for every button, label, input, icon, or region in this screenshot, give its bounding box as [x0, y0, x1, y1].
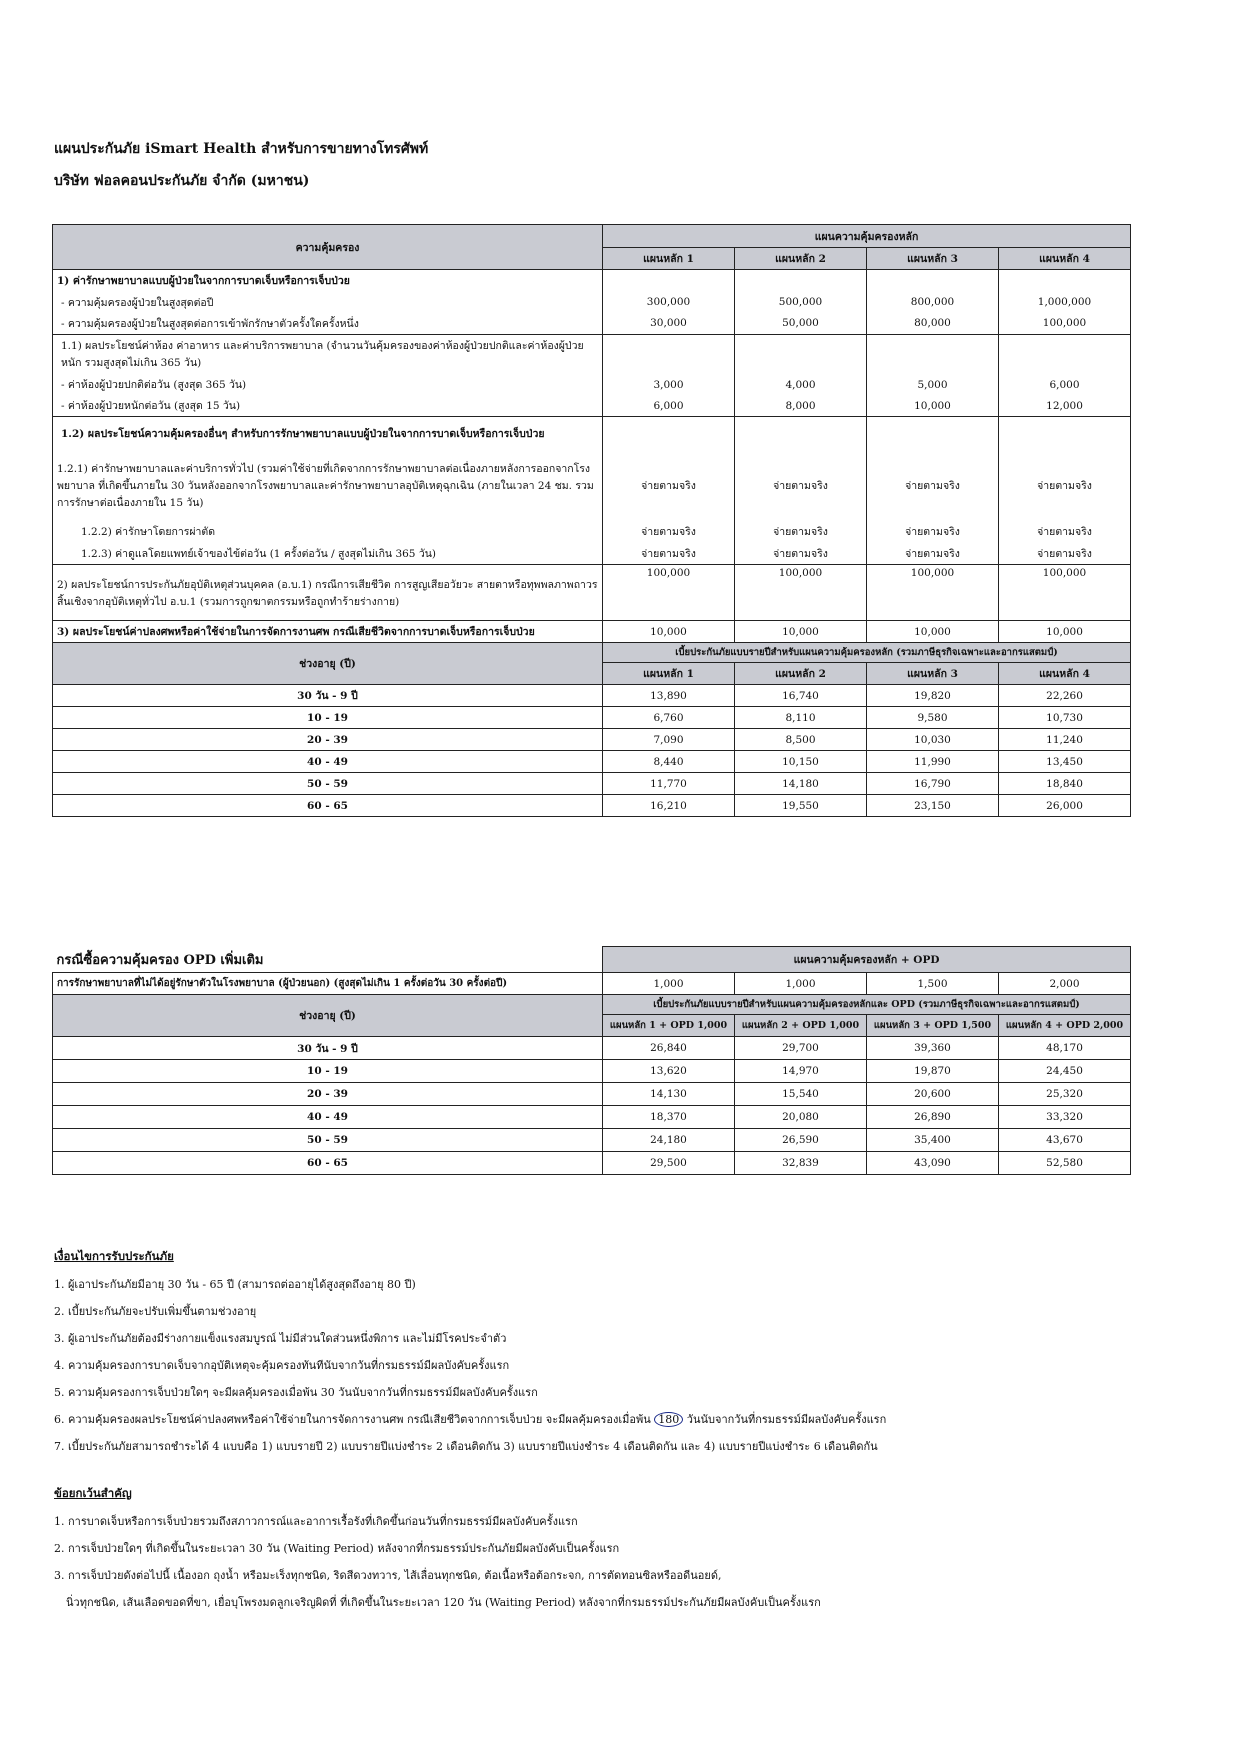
plan-header: แผนหลัก 3 — [867, 248, 999, 270]
coverage-value: 6,000 — [999, 374, 1131, 395]
premium-value: 43,090 — [867, 1152, 999, 1175]
premium-value: 8,500 — [735, 729, 867, 751]
plan-header: แผนหลัก 3 + OPD 1,500 — [867, 1015, 999, 1037]
coverage-label: 1) ค่ารักษาพยาบาลแบบผู้ป่วยในจากการบาดเจ็บหรือการเจ็บป่วย — [53, 270, 603, 292]
premium-value: 15,540 — [735, 1083, 867, 1106]
coverage-value: 5,000 — [867, 374, 999, 395]
coverage-value: 10,000 — [867, 621, 999, 643]
premium-value: 19,550 — [735, 795, 867, 817]
exclusions-section — [54, 1485, 821, 1620]
premium-value: 16,740 — [735, 685, 867, 707]
plan-header: แผนหลัก 4 + OPD 2,000 — [999, 1015, 1131, 1037]
conditions-section — [54, 1248, 886, 1464]
exclusion-item: 3. การเจ็บป่วยดังต่อไปนี้ เนื้องอก ถุงน้ำ หรือมะเร็งทุกชนิด, ริดสีดวงทวาร, ไส้เลื่อนทุกชนิด, ต้อเนื้อหรือต้อกระจก, การตัดทอนซิลหรืออดีนอยด์, — [54, 1569, 722, 1582]
coverage-value: จ่ายตามจริง — [999, 543, 1131, 565]
table-row — [53, 1060, 1131, 1083]
conditions-title: เงื่อนไขการรับประกันภัย — [54, 1249, 174, 1263]
premium-value: 8,110 — [735, 707, 867, 729]
premium-value: 9,580 — [867, 707, 999, 729]
premium-value: 26,840 — [603, 1037, 735, 1060]
premium-value: 18,370 — [603, 1106, 735, 1129]
plan-header: แผนหลัก 3 — [867, 663, 999, 685]
age-range: 40 - 49 — [53, 1106, 603, 1129]
coverage-value: 100,000 — [735, 565, 867, 621]
premium-value: 13,890 — [603, 685, 735, 707]
condition-item: 4. ความคุ้มครองการบาดเจ็บจากอุบัติเหตุจะคุ้มครองทันทีนับจากวันที่กรมธรรม์มีผลบังคับครั้งแรก — [54, 1359, 510, 1372]
premium-value: 26,000 — [999, 795, 1131, 817]
premium-value: 11,770 — [603, 773, 735, 795]
premium-value: 14,180 — [735, 773, 867, 795]
premium-value: 11,240 — [999, 729, 1131, 751]
age-range: 20 - 39 — [53, 1083, 603, 1106]
premium-value: 48,170 — [999, 1037, 1131, 1060]
coverage-value: จ่ายตามจริง — [867, 521, 999, 543]
coverage-value: 10,000 — [603, 621, 735, 643]
coverage-label: - ความคุ้มครองผู้ป่วยในสูงสุดต่อการเข้าพักรักษาตัวครั้งใดครั้งหนึ่ง — [53, 313, 603, 335]
premium-value: 14,970 — [735, 1060, 867, 1083]
exclusion-item: นิ่วทุกชนิด, เส้นเลือดขอดที่ขา, เยื่อบุโพรงมดลูกเจริญผิดที่ ที่เกิดขึ้นในระยะเวลา 120 วัน (Waiting Period) หลังจากที่กรมธรรม์ประกันภัยมีผลบังคับเป็นครั้งแรก — [66, 1596, 821, 1609]
plan-header: แผนหลัก 2 + OPD 1,000 — [735, 1015, 867, 1037]
condition-item: 3. ผู้เอาประกันภัยต้องมีร่างกายแข็งแรงสมบูรณ์ ไม่มีส่วนใดส่วนหนึ่งพิการ และไม่มีโรคประจำตัว — [54, 1332, 507, 1345]
premium-value: 16,210 — [603, 795, 735, 817]
premium-value: 22,260 — [999, 685, 1131, 707]
age-range: 10 - 19 — [53, 1060, 603, 1083]
coverage-value: จ่ายตามจริง — [603, 543, 735, 565]
exclusions-title: ข้อยกเว้นสำคัญ — [54, 1486, 132, 1500]
coverage-header: ความคุ้มครอง — [53, 225, 603, 270]
coverage-table — [52, 224, 1131, 817]
condition-text: 6. ความคุ้มครองผลประโยชน์ค่าปลงศพหรือค่าใช้จ่ายในการจัดการงานศพ กรณีเสียชีวิตจากการเจ็บป่วย จะมีผลคุ้มครองเมื่อพ้น — [54, 1413, 651, 1426]
coverage-value: จ่ายตามจริง — [735, 521, 867, 543]
premium-value: 10,150 — [735, 751, 867, 773]
premium-value: 39,360 — [867, 1037, 999, 1060]
coverage-label: 1.1) ผลประโยชน์ค่าห้อง ค่าอาหาร และค่าบริการพยาบาล (จำนวนวันคุ้มครองของค่าห้องผู้ป่วยปกติและค่าห้องผู้ป่วยหนัก รวมสูงสุดไม่เกิน 365 วัน) — [53, 334, 603, 374]
age-range-header: ช่วงอายุ (ปี) — [53, 643, 603, 685]
plan-header: แผนหลัก 2 — [735, 248, 867, 270]
opd-label: การรักษาพยาบาลที่ไม่ได้อยู่รักษาตัวในโรงพยาบาล (ผู้ป่วยนอก) (สูงสุดไม่เกิน 1 ครั้งต่อวัน 30 ครั้งต่อปี) — [53, 973, 603, 995]
age-range: 60 - 65 — [53, 795, 603, 817]
coverage-label: - ค่าห้องผู้ป่วยปกติต่อวัน (สูงสุด 365 วัน) — [53, 374, 603, 395]
opd-value: 2,000 — [999, 973, 1131, 995]
opd-section-title: กรณีซื้อความคุ้มครอง OPD เพิ่มเติม — [53, 947, 603, 973]
premium-value: 24,180 — [603, 1129, 735, 1152]
opd-plans-header: แผนความคุ้มครองหลัก + OPD — [603, 947, 1131, 973]
coverage-value: 100,000 — [867, 565, 999, 621]
premium-value: 13,450 — [999, 751, 1131, 773]
age-range: 30 วัน - 9 ปี — [53, 685, 603, 707]
premium-value: 7,090 — [603, 729, 735, 751]
premium-value: 8,440 — [603, 751, 735, 773]
coverage-label: - ค่าห้องผู้ป่วยหนักต่อวัน (สูงสุด 15 วัน) — [53, 395, 603, 417]
coverage-value: จ่ายตามจริง — [999, 521, 1131, 543]
coverage-label: 3) ผลประโยชน์ค่าปลงศพหรือค่าใช้จ่ายในการจัดการงานศพ กรณีเสียชีวิตจากการบาดเจ็บหรือการเจ็บป่วย — [53, 621, 603, 643]
premium-value: 29,700 — [735, 1037, 867, 1060]
plan-header: แผนหลัก 1 — [603, 663, 735, 685]
condition-item: 1. ผู้เอาประกันภัยมีอายุ 30 วัน - 65 ปี (สามารถต่ออายุได้สูงสุดถึงอายุ 80 ปี) — [54, 1278, 416, 1291]
premium-value: 52,580 — [999, 1152, 1131, 1175]
age-range: 10 - 19 — [53, 707, 603, 729]
premium-value: 18,840 — [999, 773, 1131, 795]
coverage-value: 30,000 — [603, 313, 735, 335]
plan-header: แผนหลัก 1 — [603, 248, 735, 270]
coverage-value: 1,000,000 — [999, 292, 1131, 313]
table-row — [53, 751, 1131, 773]
coverage-label: 1.2) ผลประโยชน์ความคุ้มครองอื่นๆ สำหรับการรักษาพยาบาลแบบผู้ป่วยในจากการบาดเจ็บหรือการเจ็บป่วย — [53, 417, 603, 451]
table-row — [53, 1083, 1131, 1106]
table-row — [53, 1129, 1131, 1152]
exclusion-item: 1. การบาดเจ็บหรือการเจ็บป่วยรวมถึงสภาวการณ์และอาการเรื้อรังที่เกิดขึ้นก่อนวันที่กรมธรรม์มีผลบังคับครั้งแรก — [54, 1515, 578, 1528]
company-name: บริษัท ฟอลคอนประกันภัย จำกัด (มหาชน) — [54, 173, 310, 189]
premium-value: 35,400 — [867, 1129, 999, 1152]
premium-value: 25,320 — [999, 1083, 1131, 1106]
premium-value: 19,820 — [867, 685, 999, 707]
coverage-value: 10,000 — [867, 395, 999, 417]
premium-value: 16,790 — [867, 773, 999, 795]
coverage-value: 10,000 — [735, 621, 867, 643]
condition-item — [54, 1410, 886, 1428]
coverage-value: 80,000 — [867, 313, 999, 335]
coverage-value: 800,000 — [867, 292, 999, 313]
coverage-value: 500,000 — [735, 292, 867, 313]
condition-text: วันนับจากวันที่กรมธรรม์มีผลบังคับครั้งแรก — [686, 1413, 887, 1426]
premium-value: 26,590 — [735, 1129, 867, 1152]
premium-value: 13,620 — [603, 1060, 735, 1083]
plan-header: แผนหลัก 4 — [999, 663, 1131, 685]
coverage-value: จ่ายตามจริง — [867, 543, 999, 565]
coverage-value: จ่ายตามจริง — [603, 521, 735, 543]
opd-value: 1,500 — [867, 973, 999, 995]
premium-value: 33,320 — [999, 1106, 1131, 1129]
coverage-value: 100,000 — [999, 313, 1131, 335]
coverage-value: 300,000 — [603, 292, 735, 313]
premium-header: เบี้ยประกันภัยแบบรายปีสำหรับแผนความคุ้มครองหลัก (รวมภาษีธุรกิจเฉพาะและอากรแสตมป์) — [603, 643, 1131, 663]
condition-item: 7. เบี้ยประกันภัยสามารถชำระได้ 4 แบบคือ 1) แบบรายปี 2) แบบรายปีแบ่งชำระ 2 เดือนติดกัน 3) แบบรายปีแบ่งชำระ 4 เดือนติดกัน และ 4) แบบรายปีแบ่งชำระ 6 เดือนติดกัน — [54, 1440, 878, 1453]
age-range: 50 - 59 — [53, 1129, 603, 1152]
coverage-value: จ่ายตามจริง — [999, 451, 1131, 521]
coverage-value: 3,000 — [603, 374, 735, 395]
plan-header: แผนหลัก 2 — [735, 663, 867, 685]
table-row — [53, 707, 1131, 729]
premium-value: 26,890 — [867, 1106, 999, 1129]
coverage-value: 100,000 — [999, 565, 1131, 621]
coverage-label: 1.2.1) ค่ารักษาพยาบาลและค่าบริการทั่วไป (รวมค่าใช้จ่ายที่เกิดจากการรักษาพยาบาลต่อเนื่องภายหลังการออกจากโรงพยาบาล ที่เกิดขึ้นภายใน 30 วันหลังออกจากโรงพยาบาลและค่ารักษาพยาบาลอุบัติเหตุฉุกเฉิน (ภายในเวลา 24 ชม. รวมการรักษาต่อเนื่องภายใน 15 วัน) — [53, 451, 603, 521]
table-row — [53, 1037, 1131, 1060]
premium-value: 32,839 — [735, 1152, 867, 1175]
premium-header: เบี้ยประกันภัยแบบรายปีสำหรับแผนความคุ้มครองหลักและ OPD (รวมภาษีธุรกิจเฉพาะและอากรแสตมป์) — [603, 995, 1131, 1015]
premium-value: 14,130 — [603, 1083, 735, 1106]
age-range: 50 - 59 — [53, 773, 603, 795]
opd-value: 1,000 — [603, 973, 735, 995]
coverage-value: 6,000 — [603, 395, 735, 417]
coverage-value: 12,000 — [999, 395, 1131, 417]
table-row — [53, 795, 1131, 817]
coverage-value: 100,000 — [603, 565, 735, 621]
table-row — [53, 1152, 1131, 1175]
coverage-label: 1.2.3) ค่าดูแลโดยแพทย์เจ้าของไข้ต่อวัน (1 ครั้งต่อวัน / สูงสุดไม่เกิน 365 วัน) — [53, 543, 603, 565]
table-row — [53, 773, 1131, 795]
plan-header: แผนหลัก 1 + OPD 1,000 — [603, 1015, 735, 1037]
age-range: 30 วัน - 9 ปี — [53, 1037, 603, 1060]
coverage-value: 50,000 — [735, 313, 867, 335]
premium-value: 29,500 — [603, 1152, 735, 1175]
premium-value: 11,990 — [867, 751, 999, 773]
circled-number: 180 — [654, 1412, 683, 1427]
coverage-value: 4,000 — [735, 374, 867, 395]
document-title: แผนประกันภัย iSmart Health สำหรับการขายทางโทรศัพท์ — [54, 141, 429, 157]
age-range: 40 - 49 — [53, 751, 603, 773]
premium-value: 6,760 — [603, 707, 735, 729]
age-range: 20 - 39 — [53, 729, 603, 751]
coverage-label: 2) ผลประโยชน์การประกันภัยอุบัติเหตุส่วนบุคคล (อ.บ.1) กรณีการเสียชีวิต การสูญเสียอวัยวะ สายตาหรือทุพพลภาพถาวรสิ้นเชิงจากอุบัติเหตุทั่วไป อ.บ.1 (รวมการถูกฆาตกรรมหรือถูกทำร้ายร่างกาย) — [53, 565, 603, 621]
premium-value: 20,080 — [735, 1106, 867, 1129]
premium-value: 20,600 — [867, 1083, 999, 1106]
coverage-value: จ่ายตามจริง — [735, 451, 867, 521]
main-plans-header: แผนความคุ้มครองหลัก — [603, 225, 1131, 248]
coverage-value: จ่ายตามจริง — [603, 451, 735, 521]
table-row — [53, 1106, 1131, 1129]
coverage-value: 8,000 — [735, 395, 867, 417]
premium-value: 10,030 — [867, 729, 999, 751]
premium-value: 23,150 — [867, 795, 999, 817]
exclusion-item: 2. การเจ็บป่วยใดๆ ที่เกิดขึ้นในระยะเวลา 30 วัน (Waiting Period) หลังจากที่กรมธรรม์ประกันภัยมีผลบังคับเป็นครั้งแรก — [54, 1542, 620, 1555]
coverage-label: - ความคุ้มครองผู้ป่วยในสูงสุดต่อปี — [53, 292, 603, 313]
premium-value: 19,870 — [867, 1060, 999, 1083]
coverage-value: จ่ายตามจริง — [867, 451, 999, 521]
age-range-header: ช่วงอายุ (ปี) — [53, 995, 603, 1037]
opd-value: 1,000 — [735, 973, 867, 995]
premium-value: 43,670 — [999, 1129, 1131, 1152]
coverage-value: 10,000 — [999, 621, 1131, 643]
premium-value: 10,730 — [999, 707, 1131, 729]
opd-table — [52, 946, 1131, 1175]
condition-item: 5. ความคุ้มครองการเจ็บป่วยใดๆ จะมีผลคุ้มครองเมื่อพ้น 30 วันนับจากวันที่กรมธรรม์มีผลบังคับครั้งแรก — [54, 1386, 538, 1399]
premium-value: 24,450 — [999, 1060, 1131, 1083]
table-row — [53, 729, 1131, 751]
condition-item: 2. เบี้ยประกันภัยจะปรับเพิ่มขึ้นตามช่วงอายุ — [54, 1305, 257, 1318]
table-row — [53, 685, 1131, 707]
plan-header: แผนหลัก 4 — [999, 248, 1131, 270]
coverage-value: จ่ายตามจริง — [735, 543, 867, 565]
age-range: 60 - 65 — [53, 1152, 603, 1175]
coverage-label: 1.2.2) ค่ารักษาโดยการผ่าตัด — [53, 521, 603, 543]
